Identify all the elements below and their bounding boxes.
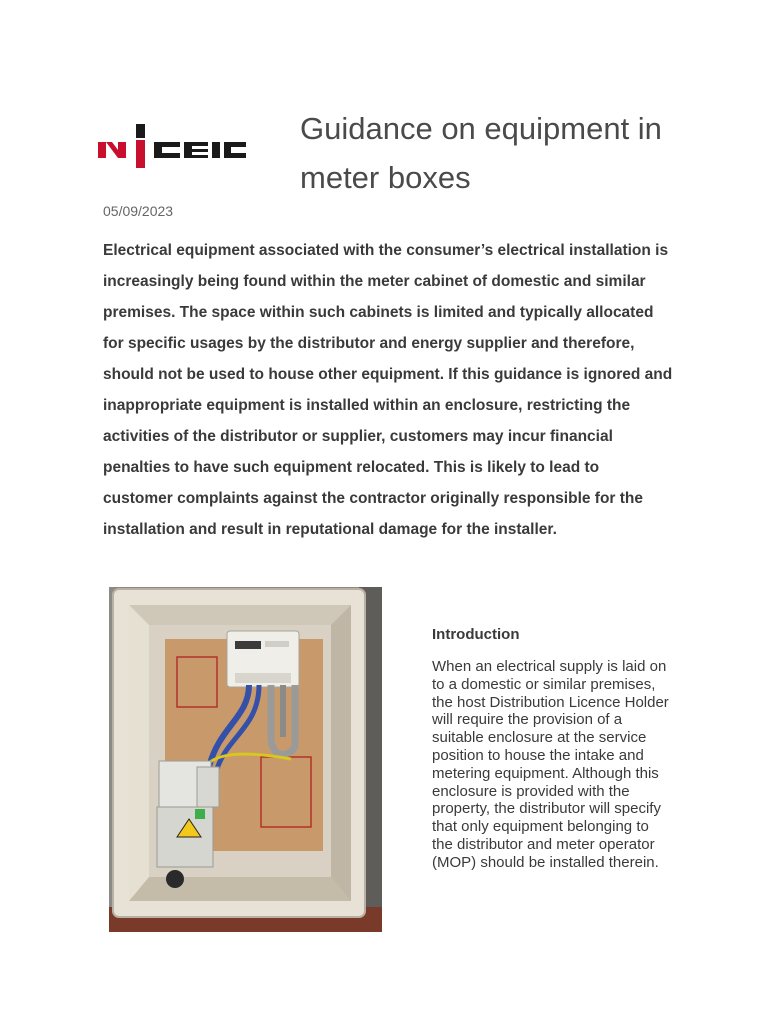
introduction-body: When an electrical supply is laid on to a domestic or similar premises, the host Distribution Licence Holder will require the provision of a suitable enclosure at the service position to house the intake and metering equipment. Although this enclosure is provided with the property, the distributor will specify that only equipment belonging to the distributor and meter operator (MOP) should be installed therein. [432, 658, 669, 871]
lead-paragraph: Electrical equipment associated with the consumer’s electrical installation is increasingly being found within the meter cabinet of domestic and similar premises. The space within such cabinets is limited and typically allocated for specific usages by the distributor and energy supplier and therefore, should not be used to house other equipment. If this guidance is ignored and inappropriate equipment is installed within an enclosure, restricting the activities of the distributor or supplier, customers may incur financial penalties to have such equipment relocated. This is likely to lead to customer complaints against the contractor originally responsible for the installation and result in reputational damage for the installer. [103, 242, 673, 538]
page-title: Guidance on equipment in meter boxes [300, 111, 662, 195]
publish-date: 05/09/2023 [103, 203, 174, 219]
niceic-logo [92, 122, 248, 174]
meter-box-photo [109, 587, 382, 932]
introduction-heading: Introduction [432, 626, 520, 643]
